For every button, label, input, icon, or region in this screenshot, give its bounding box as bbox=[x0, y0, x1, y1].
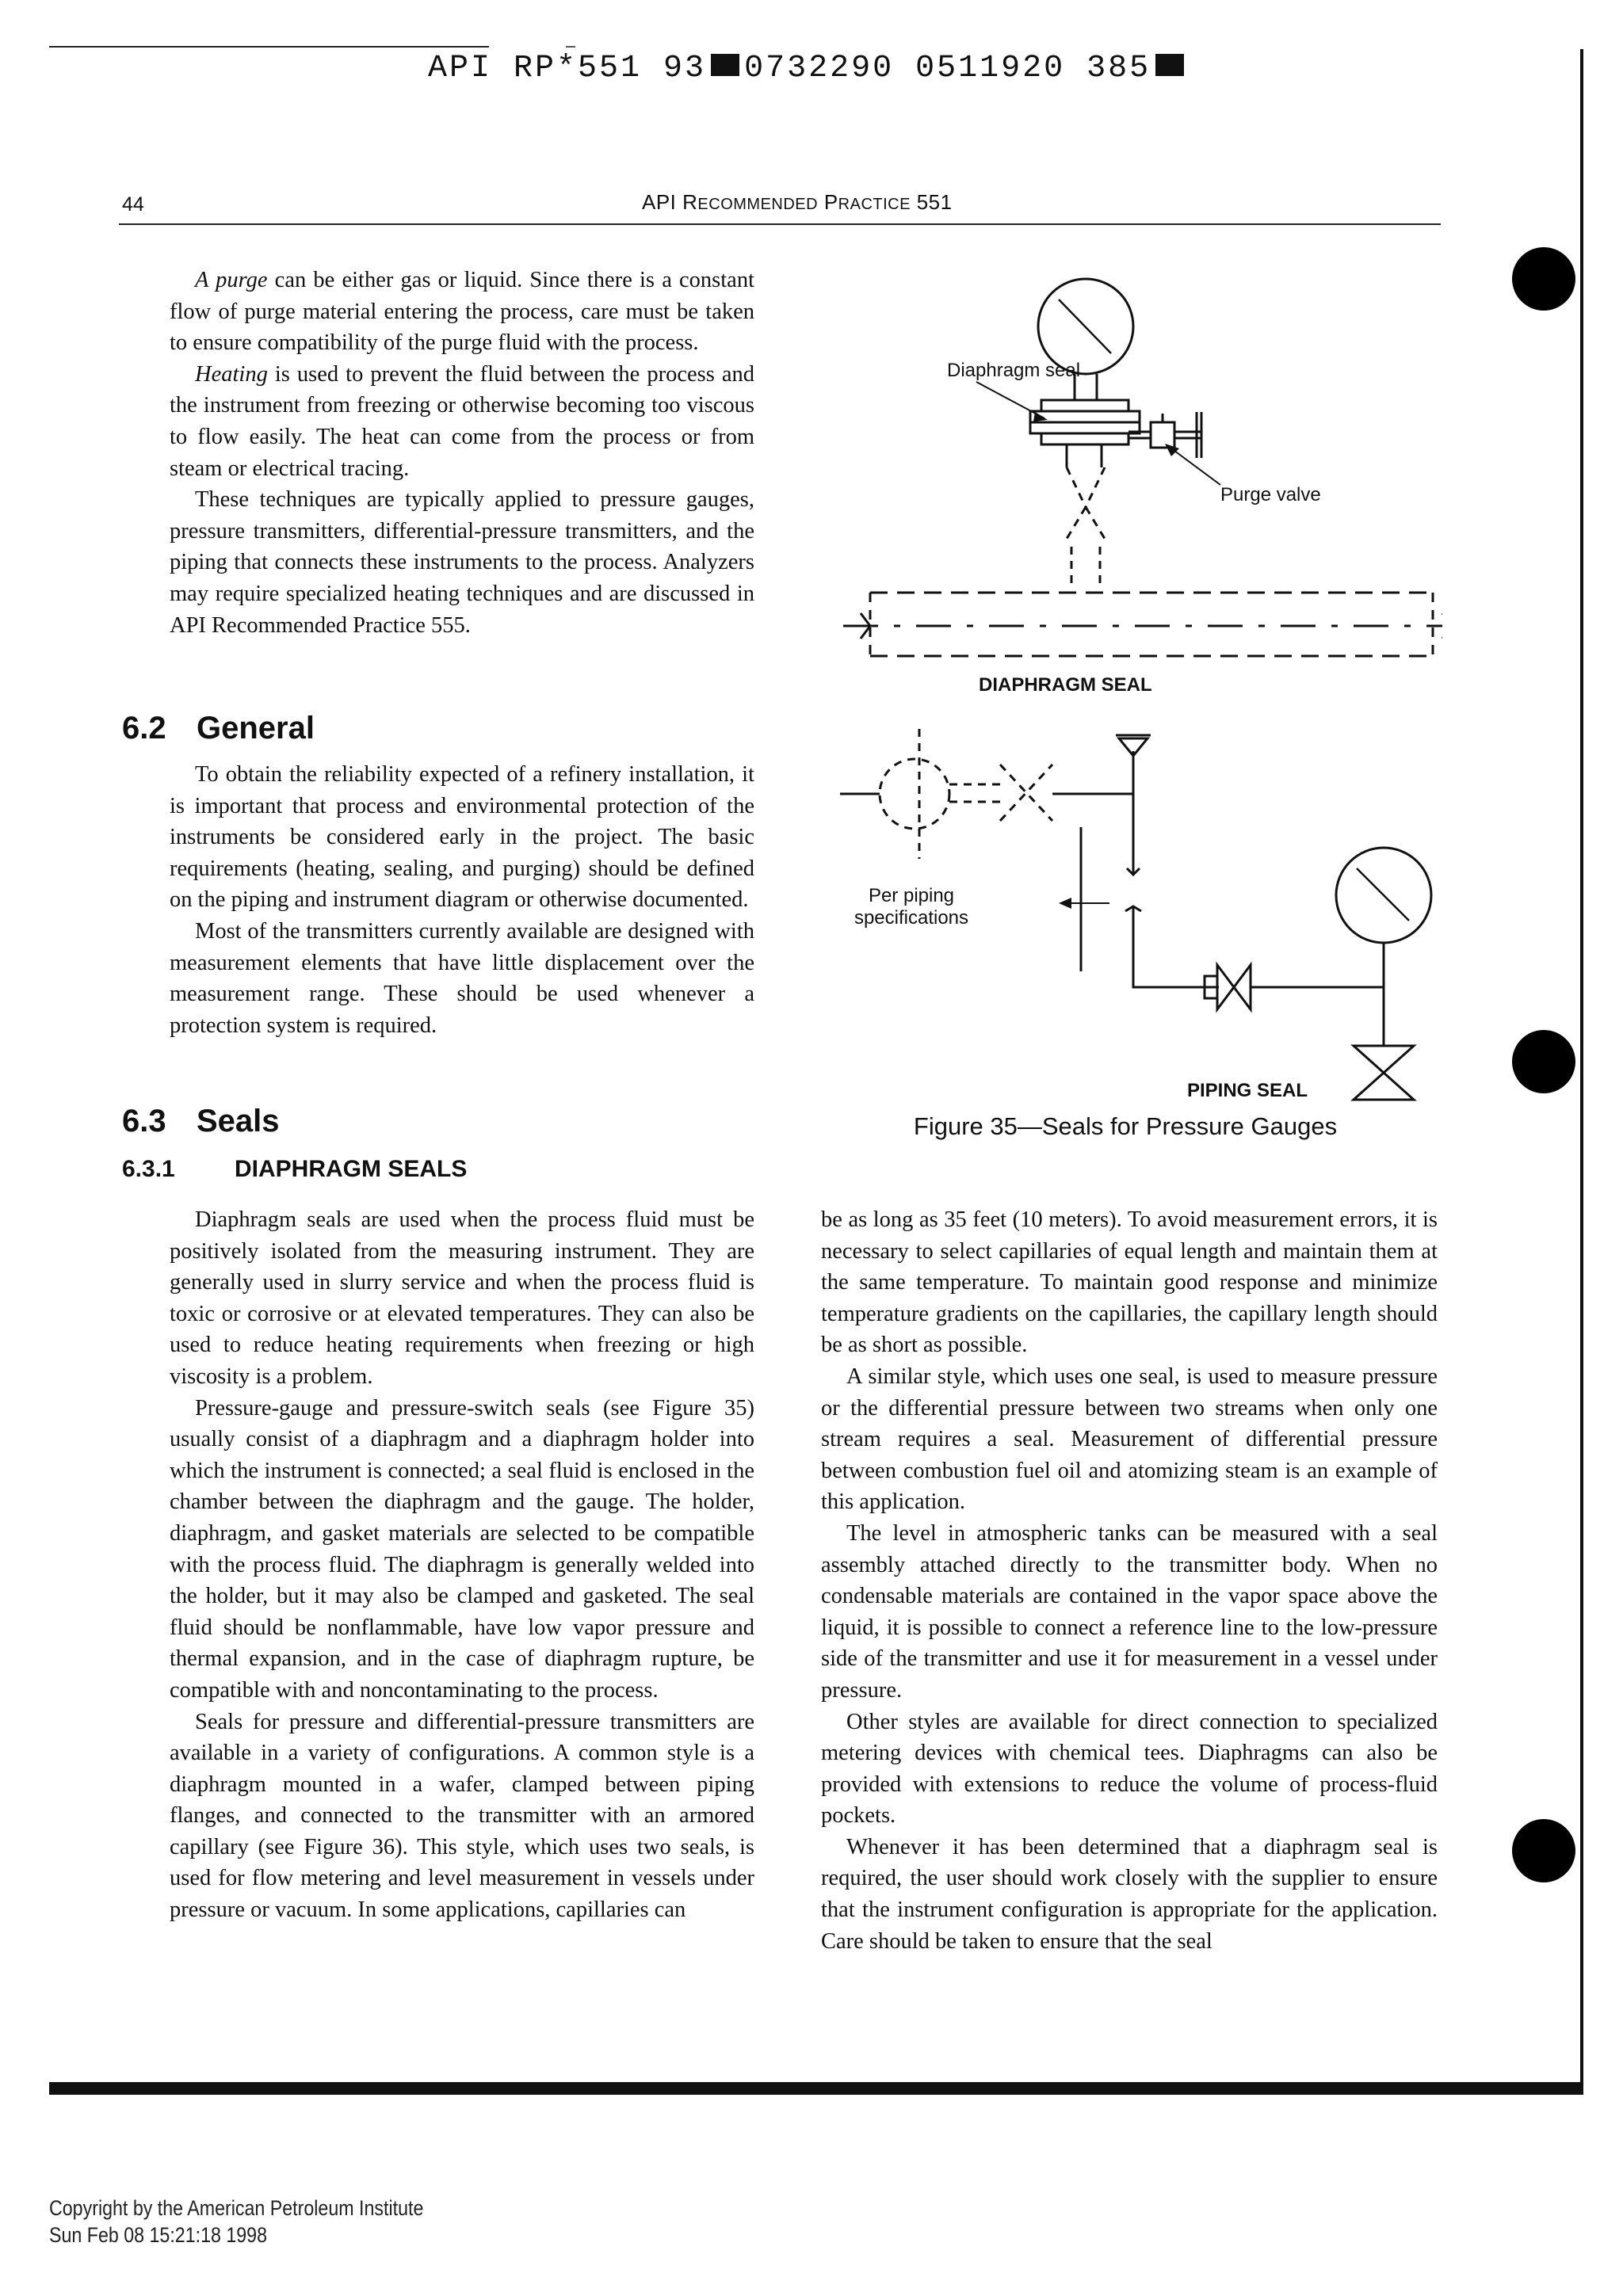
paragraph-supplier: Whenever it has been determined that a diaphragm seal is required, the user should work closely with the supplier to ensure that the instrument configuration is appropriate for the application. Care should be taken to ensure that the seal bbox=[821, 1834, 1438, 1954]
copyright-footer: Copyright by the American Petroleum Institute Sun Feb 08 15:21:18 1998 bbox=[49, 2196, 424, 2247]
block-valve-icon bbox=[1205, 965, 1384, 1009]
paragraph-level: The level in atmospheric tanks can be measured with a seal assembly attached directly to the transmitter body. When no condensable materials are contained in the vapor space above the liquid, it is possible to connect a reference line to the low-pressure side of the transmitter and use it for measurement in a vessel under pressure. bbox=[821, 1520, 1438, 1703]
paragraph-heating: Heating is used to prevent the fluid between the process and the instrument from freezing or otherwise becoming too viscous to flow easily. The heat can come from the process or from steam or electrical tracing. bbox=[170, 361, 754, 481]
label-diaphragm-seal: Diaphragm seal bbox=[947, 360, 1081, 381]
paragraph-other-styles: Other styles are available for direct connection to specialized metering devices with chemical tees. Diaphragms can also be provided with extensions to reduce the volume of process-fluid pockets. bbox=[821, 1709, 1438, 1829]
punch-hole-top bbox=[1512, 247, 1575, 311]
label-purge-valve: Purge valve bbox=[1220, 484, 1321, 505]
right-margin-bar bbox=[1580, 49, 1583, 2093]
paragraph-similar-style: A similar style, which uses one seal, is used to measure pressure or the differential pressure between two streams when only one stream requires a seal. Measurement of differential pressure between combustion fuel oil and atomizing steam is an example of this application. bbox=[821, 1363, 1438, 1515]
heading-6-3-1: 6.3.1 DIAPHRAGM SEALS bbox=[122, 1156, 468, 1182]
piping-seal-tap-dashed bbox=[880, 729, 1052, 859]
paragraph-techniques: These techniques are typically applied to pressure gauges, pressure transmitters, differential-pressure transmitters, and the piping that connects these instruments to the process. Analyzers may require specialized heating techniques and are discussed in API Recommended Practice 555. bbox=[170, 487, 754, 638]
diaphragm-seal-tap bbox=[1067, 467, 1105, 586]
stamp-block-mark bbox=[1155, 54, 1184, 76]
top-rule bbox=[49, 46, 489, 48]
top-rule-fragment bbox=[566, 46, 575, 48]
paragraph-transmitter-seals: Seals for pressure and differential-pressure transmitters are available in a variety of configurations. A common style is a diaphragm mounted in a wafer, clamped between piping flanges, and connected to the transmitter with an armored capillary (see Figure 36). This style, which uses two seals, is used for flow metering and level measurement in vessels under pressure or vacuum. In some applications, capillaries can bbox=[170, 1709, 754, 1923]
paragraph-diaphragm-seals: Diaphragm seals are used when the process fluid must be positively isolated from the measuring instrument. They are generally used in slurry service and when the process fluid is toxic or corrosive or at elevated temperatures. They can also be used to reduce heating requirements when freezing or high viscosity is a problem. bbox=[170, 1207, 754, 1389]
label-per-piping: Per piping bbox=[868, 885, 955, 906]
document-stamp bbox=[428, 51, 1189, 86]
page-number: 44 bbox=[122, 193, 144, 215]
stamp-serial: 0732290 0511920 385 bbox=[744, 51, 1151, 86]
heading-6-3: 6.3 Seals bbox=[122, 1104, 280, 1138]
label-diaphragm-seal-section: DIAPHRAGM SEAL bbox=[979, 674, 1152, 696]
pressure-gauge-icon bbox=[1336, 848, 1431, 1046]
bottom-bar bbox=[49, 2082, 1583, 2095]
heading-6-2: 6.2 General bbox=[122, 711, 315, 746]
figure-caption: Figure 35—Seals for Pressure Gauges bbox=[913, 1112, 1338, 1140]
paragraph-transmitters: Most of the transmitters currently available are designed with measurement elements that have little displacement over the measurement range. These should be used whenever a protection system is required. bbox=[170, 918, 754, 1038]
piping-seal-piping bbox=[1052, 735, 1219, 987]
diaphragm-seal-body bbox=[1030, 374, 1140, 467]
paragraph-purge: A purge can be either gas or liquid. Since there is a constant flow of purge material entering the process, care must be taken to ensure compatibility of the purge fluid with the process. bbox=[170, 268, 754, 356]
punch-hole-bottom bbox=[1512, 1819, 1575, 1882]
process-pipe-dashed bbox=[843, 593, 1442, 656]
left-column-top bbox=[170, 265, 754, 641]
stamp-code: API RP*551 93 bbox=[428, 51, 707, 86]
left-column-general bbox=[170, 759, 754, 1041]
stamp-block-mark bbox=[711, 54, 739, 76]
left-column-seals bbox=[170, 1204, 754, 1926]
paragraph-gauge-seals: Pressure-gauge and pressure-switch seals (see Figure 35) usually consist of a diaphragm and a diaphragm holder into which the instrument is connected; a seal fluid is enclosed in the chamber between the diaphragm and the gauge. The holder, diaphragm, and gasket materials are selected to be compatible with the process fluid. The diaphragm is generally welded into the holder, but it may also be clamped and gasketed. The seal fluid should be nonflammable, have low vapor pressure and thermal expansion, and in the case of diaphragm rupture, be compatible with and noncontaminating to the process. bbox=[170, 1395, 754, 1703]
header-rule bbox=[119, 223, 1441, 225]
paragraph-capillaries: be as long as 35 feet (10 meters). To avoid measurement errors, it is necessary to select capillaries of equal length and maintain them at the same temperature. To maintain good response and minimize temperature gradients on the capillaries, the capillary length should be as short as possible. bbox=[821, 1207, 1438, 1358]
paragraph-reliability: To obtain the reliability expected of a refinery installation, it is important that process and environmental protection of the instruments be considered early in the project. The basic requirements (heating, sealing, and purging) should be defined on the piping and instrument diagram or otherwise documented. bbox=[170, 762, 754, 913]
punch-hole-middle bbox=[1512, 1030, 1575, 1093]
right-column bbox=[821, 1204, 1438, 1957]
running-title: API RECOMMENDED PRACTICE 551 bbox=[642, 190, 953, 214]
label-specifications: specifications bbox=[854, 907, 969, 929]
label-piping-seal-section: PIPING SEAL bbox=[1186, 1080, 1308, 1101]
drain-valve-icon bbox=[1354, 1046, 1414, 1100]
figure-35-diagram bbox=[808, 261, 1442, 1165]
